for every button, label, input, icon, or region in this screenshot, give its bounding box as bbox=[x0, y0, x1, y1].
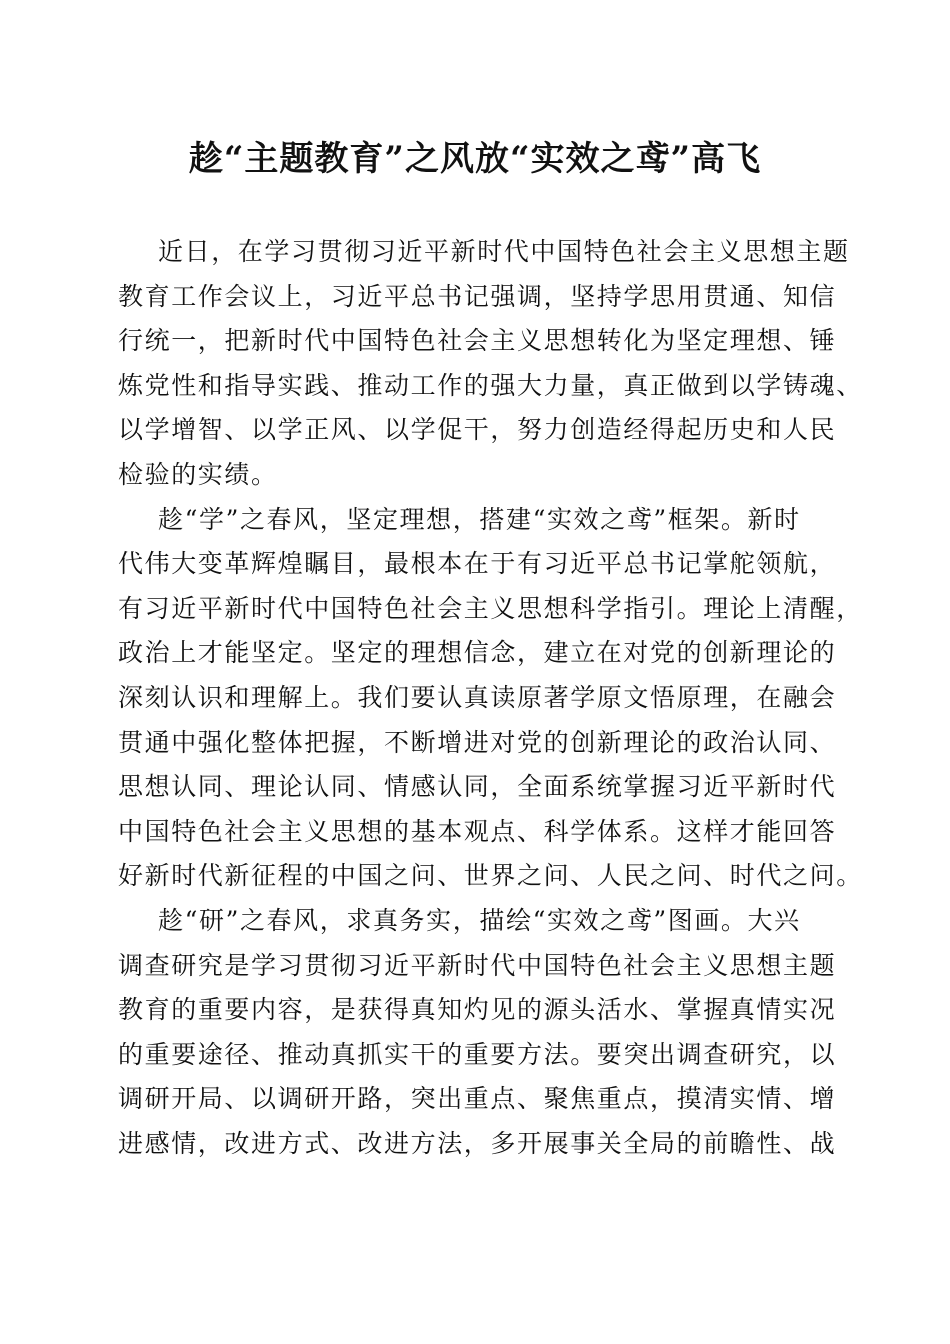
paragraph-1-line-4: 炼党性和指导实践、推动工作的强大力量，真正做到以学铸魂、 bbox=[118, 370, 863, 400]
paragraph-2-line-1: 趁“学”之春风，坚定理想，搭建“实效之鸢”框架。新时 bbox=[158, 504, 801, 534]
paragraph-2-line-2: 代伟大变革辉煌瞩目，最根本在于有习近平总书记掌舵领航， bbox=[118, 549, 837, 579]
paragraph-2-line-7: 思想认同、理论认同、情感认同，全面系统掌握习近平新时代 bbox=[118, 772, 837, 802]
paragraph-3-line-2: 调查研究是学习贯彻习近平新时代中国特色社会主义思想主题 bbox=[118, 950, 837, 980]
paragraph-1-line-2: 教育工作会议上，习近平总书记强调，坚持学思用贯通、知信 bbox=[118, 281, 837, 311]
paragraph-1-line-5: 以学增智、以学正风、以学促干，努力创造经得起历史和人民 bbox=[118, 415, 837, 445]
paragraph-2-line-4: 政治上才能坚定。坚定的理想信念，建立在对党的创新理论的 bbox=[118, 638, 837, 668]
paragraph-1-line-3: 行统一，把新时代中国特色社会主义思想转化为坚定理想、锤 bbox=[118, 326, 837, 356]
document-body bbox=[118, 230, 863, 1166]
paragraph-2-line-5: 深刻认识和理解上。我们要认真读原著学原文悟原理，在融会 bbox=[118, 682, 837, 712]
paragraph-2-line-8: 中国特色社会主义思想的基本观点、科学体系。这样才能回答 bbox=[118, 816, 837, 846]
paragraph-3-line-6: 进感情，改进方式、改进方法，多开展事关全局的前瞻性、战 bbox=[118, 1128, 837, 1158]
paragraph-2-line-6: 贯通中强化整体把握，不断增进对党的创新理论的政治认同、 bbox=[118, 727, 837, 757]
paragraph-3-line-1: 趁“研”之春风，求真务实，描绘“实效之鸢”图画。大兴 bbox=[158, 905, 801, 935]
paragraph-1-line-6: 检验的实绩。 bbox=[118, 459, 278, 489]
document-title: 趁“主题教育”之风放“实效之鸢”高飞 bbox=[188, 139, 762, 179]
paragraph-3-line-3: 教育的重要内容，是获得真知灼见的源头活水、掌握真情实况 bbox=[118, 995, 837, 1025]
paragraph-2-line-9: 好新时代新征程的中国之问、世界之问、人民之问、时代之问。 bbox=[118, 861, 863, 891]
paragraph-3-line-4: 的重要途径、推动真抓实干的重要方法。要突出调查研究，以 bbox=[118, 1039, 837, 1069]
paragraph-3-line-5: 调研开局、以调研开路，突出重点、聚焦重点，摸清实情、增 bbox=[118, 1084, 837, 1114]
paragraph-1-line-1: 近日，在学习贯彻习近平新时代中国特色社会主义思想主题 bbox=[158, 237, 850, 266]
paragraph-2-line-3: 有习近平新时代中国特色社会主义思想科学指引。理论上清醒， bbox=[118, 593, 863, 623]
